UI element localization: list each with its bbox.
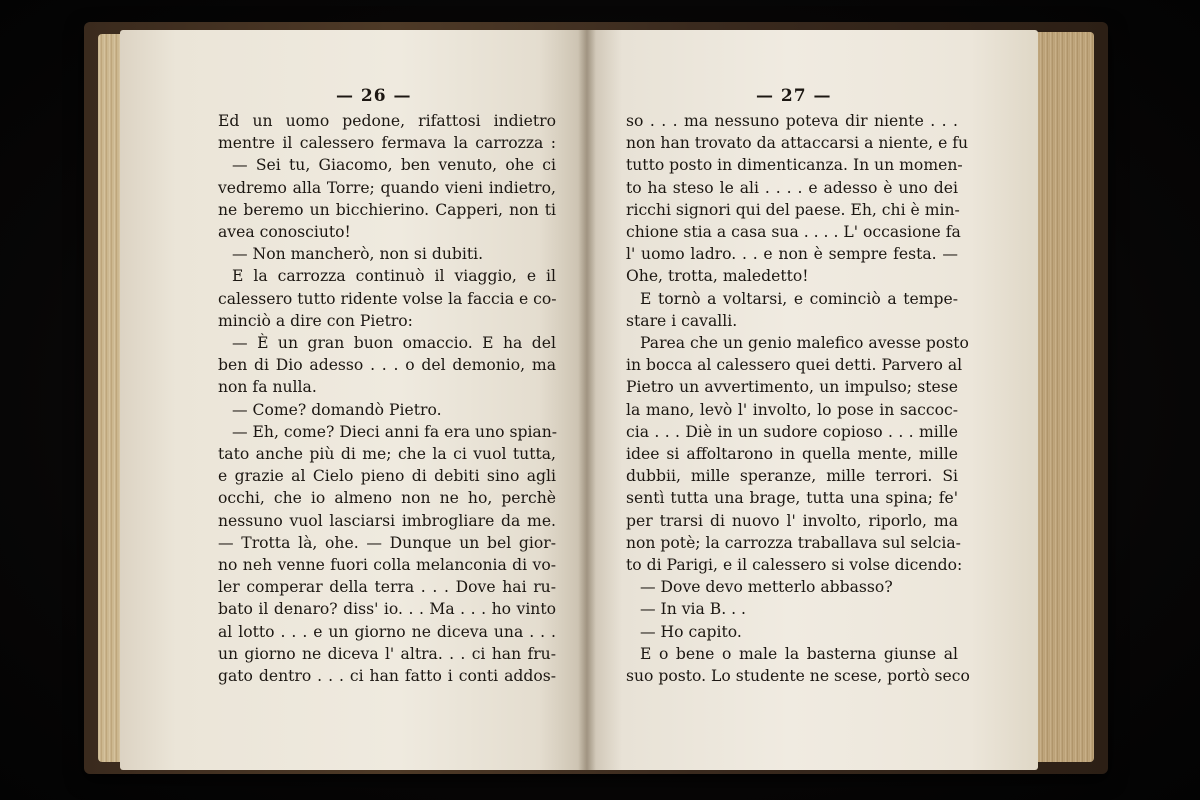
text-line: la mano, levò l' involto, lo pose in saccoc- bbox=[626, 400, 958, 419]
text-line: — Non mancherò, non si dubiti. bbox=[232, 245, 484, 264]
text-line: sentì tutta una brage, tutta una spina; fe' bbox=[626, 489, 958, 508]
text-line: in bocca al calessero quei detti. Parvero al bbox=[626, 356, 963, 375]
text-line: non han trovato da attaccarsi a niente, e fu bbox=[626, 134, 969, 153]
text-line: non fa nulla. bbox=[218, 378, 317, 397]
text-line: — In via B. . . bbox=[640, 600, 747, 619]
text-line: tato anche più di me; che la ci vuol tutta, bbox=[218, 445, 556, 464]
text-line: al lotto . . . e un giorno ne diceva una . . . bbox=[218, 622, 556, 641]
text-line: — Eh, come? Dieci anni fa era uno spian- bbox=[232, 422, 558, 441]
text-line: Pietro un avvertimento, un impulso; stese bbox=[626, 378, 958, 397]
text-line: non potè; la carrozza traballava sul selcia- bbox=[626, 533, 961, 552]
left-page bbox=[120, 30, 586, 770]
text-line: chione stia a casa sua . . . . L' occasione fa bbox=[626, 223, 961, 242]
text-line: nessuno vuol lasciarsi imbrogliare da me. bbox=[218, 511, 556, 530]
text-line: l' uomo ladro. . . e non è sempre festa. — bbox=[626, 245, 958, 264]
text-line: gato dentro . . . ci han fatto i conti addos- bbox=[218, 667, 556, 686]
text-line: ricchi signori qui del paese. Eh, chi è min- bbox=[626, 200, 960, 219]
text-line: suo posto. Lo studente ne scese, portò seco bbox=[626, 667, 970, 686]
text-line: ne beremo un bicchierino. Capperi, non ti bbox=[218, 200, 556, 219]
text-line: avea conosciuto! bbox=[218, 223, 351, 242]
right-page-edges bbox=[1034, 32, 1094, 762]
text-line: to ha steso le ali . . . . e adesso è uno dei bbox=[626, 178, 958, 197]
text-line: — Come? domandò Pietro. bbox=[232, 400, 442, 419]
text-line: — È un gran buon omaccio. E ha del bbox=[232, 334, 556, 353]
text-line: E o bene o male la basterna giunse al bbox=[640, 644, 958, 663]
text-line: ben di Dio adesso . . . o del demonio, ma bbox=[218, 356, 556, 375]
book-gutter bbox=[578, 30, 596, 770]
text-line: — Dove devo metterlo abbasso? bbox=[640, 578, 893, 597]
text-line: bato il denaro? diss' io. . . Ma . . . ho vinto bbox=[218, 600, 556, 619]
text-line: occhi, che io almeno non ne ho, perchè bbox=[218, 489, 556, 508]
text-line: — Trotta là, ohe. — Dunque un bel gior- bbox=[218, 533, 556, 552]
text-line: Ohe, trotta, maledetto! bbox=[626, 267, 809, 286]
text-line: idee si affoltarono in quella mente, mille bbox=[626, 445, 958, 464]
text-line: E tornò a voltarsi, e cominciò a tempe- bbox=[640, 289, 958, 308]
text-line: — Ho capito. bbox=[640, 622, 742, 641]
text-line: stare i cavalli. bbox=[626, 311, 738, 330]
text-line: E la carrozza continuò il viaggio, e il bbox=[232, 267, 556, 286]
text-line: tutto posto in dimenticanza. In un momen- bbox=[626, 156, 963, 175]
text-line: vedremo alla Torre; quando vieni indietro, bbox=[218, 178, 556, 197]
text-line: Ed un uomo pedone, rifattosi indietro bbox=[218, 112, 556, 130]
text-line: cia . . . Diè in un sudore copioso . . . mille bbox=[626, 422, 958, 441]
text-line: ler comperar della terra . . . Dove hai ru- bbox=[218, 578, 556, 597]
text-line: dubbii, mille speranze, mille terrori. Si bbox=[626, 467, 958, 486]
right-page bbox=[586, 30, 1038, 770]
page-number-left: — 26 — bbox=[336, 86, 412, 106]
text-line: un giorno ne diceva l' altra. . . ci han fru- bbox=[218, 644, 556, 663]
text-line: so . . . ma nessuno poteva dir niente . . . bbox=[626, 112, 958, 130]
left-page-text bbox=[218, 110, 556, 687]
page-number-right: — 27 — bbox=[756, 86, 832, 106]
text-line: e grazie al Cielo pieno di debiti sino agli bbox=[218, 467, 556, 486]
text-line: per trarsi di nuovo l' involto, riporlo, ma bbox=[626, 511, 958, 530]
text-line: Parea che un genio malefico avesse posto bbox=[640, 334, 969, 353]
text-line: calessero tutto ridente volse la faccia e co- bbox=[218, 289, 557, 308]
text-line: no neh venne fuori colla melanconia di vo- bbox=[218, 556, 556, 575]
text-line: mentre il calessero fermava la carrozza : bbox=[218, 134, 556, 153]
text-line: — Sei tu, Giacomo, ben venuto, ohe ci bbox=[232, 156, 556, 175]
text-line: minciò a dire con Pietro: bbox=[218, 311, 413, 330]
right-page-text bbox=[626, 110, 970, 687]
text-line: to di Parigi, e il calessero si volse dicendo: bbox=[626, 556, 963, 575]
